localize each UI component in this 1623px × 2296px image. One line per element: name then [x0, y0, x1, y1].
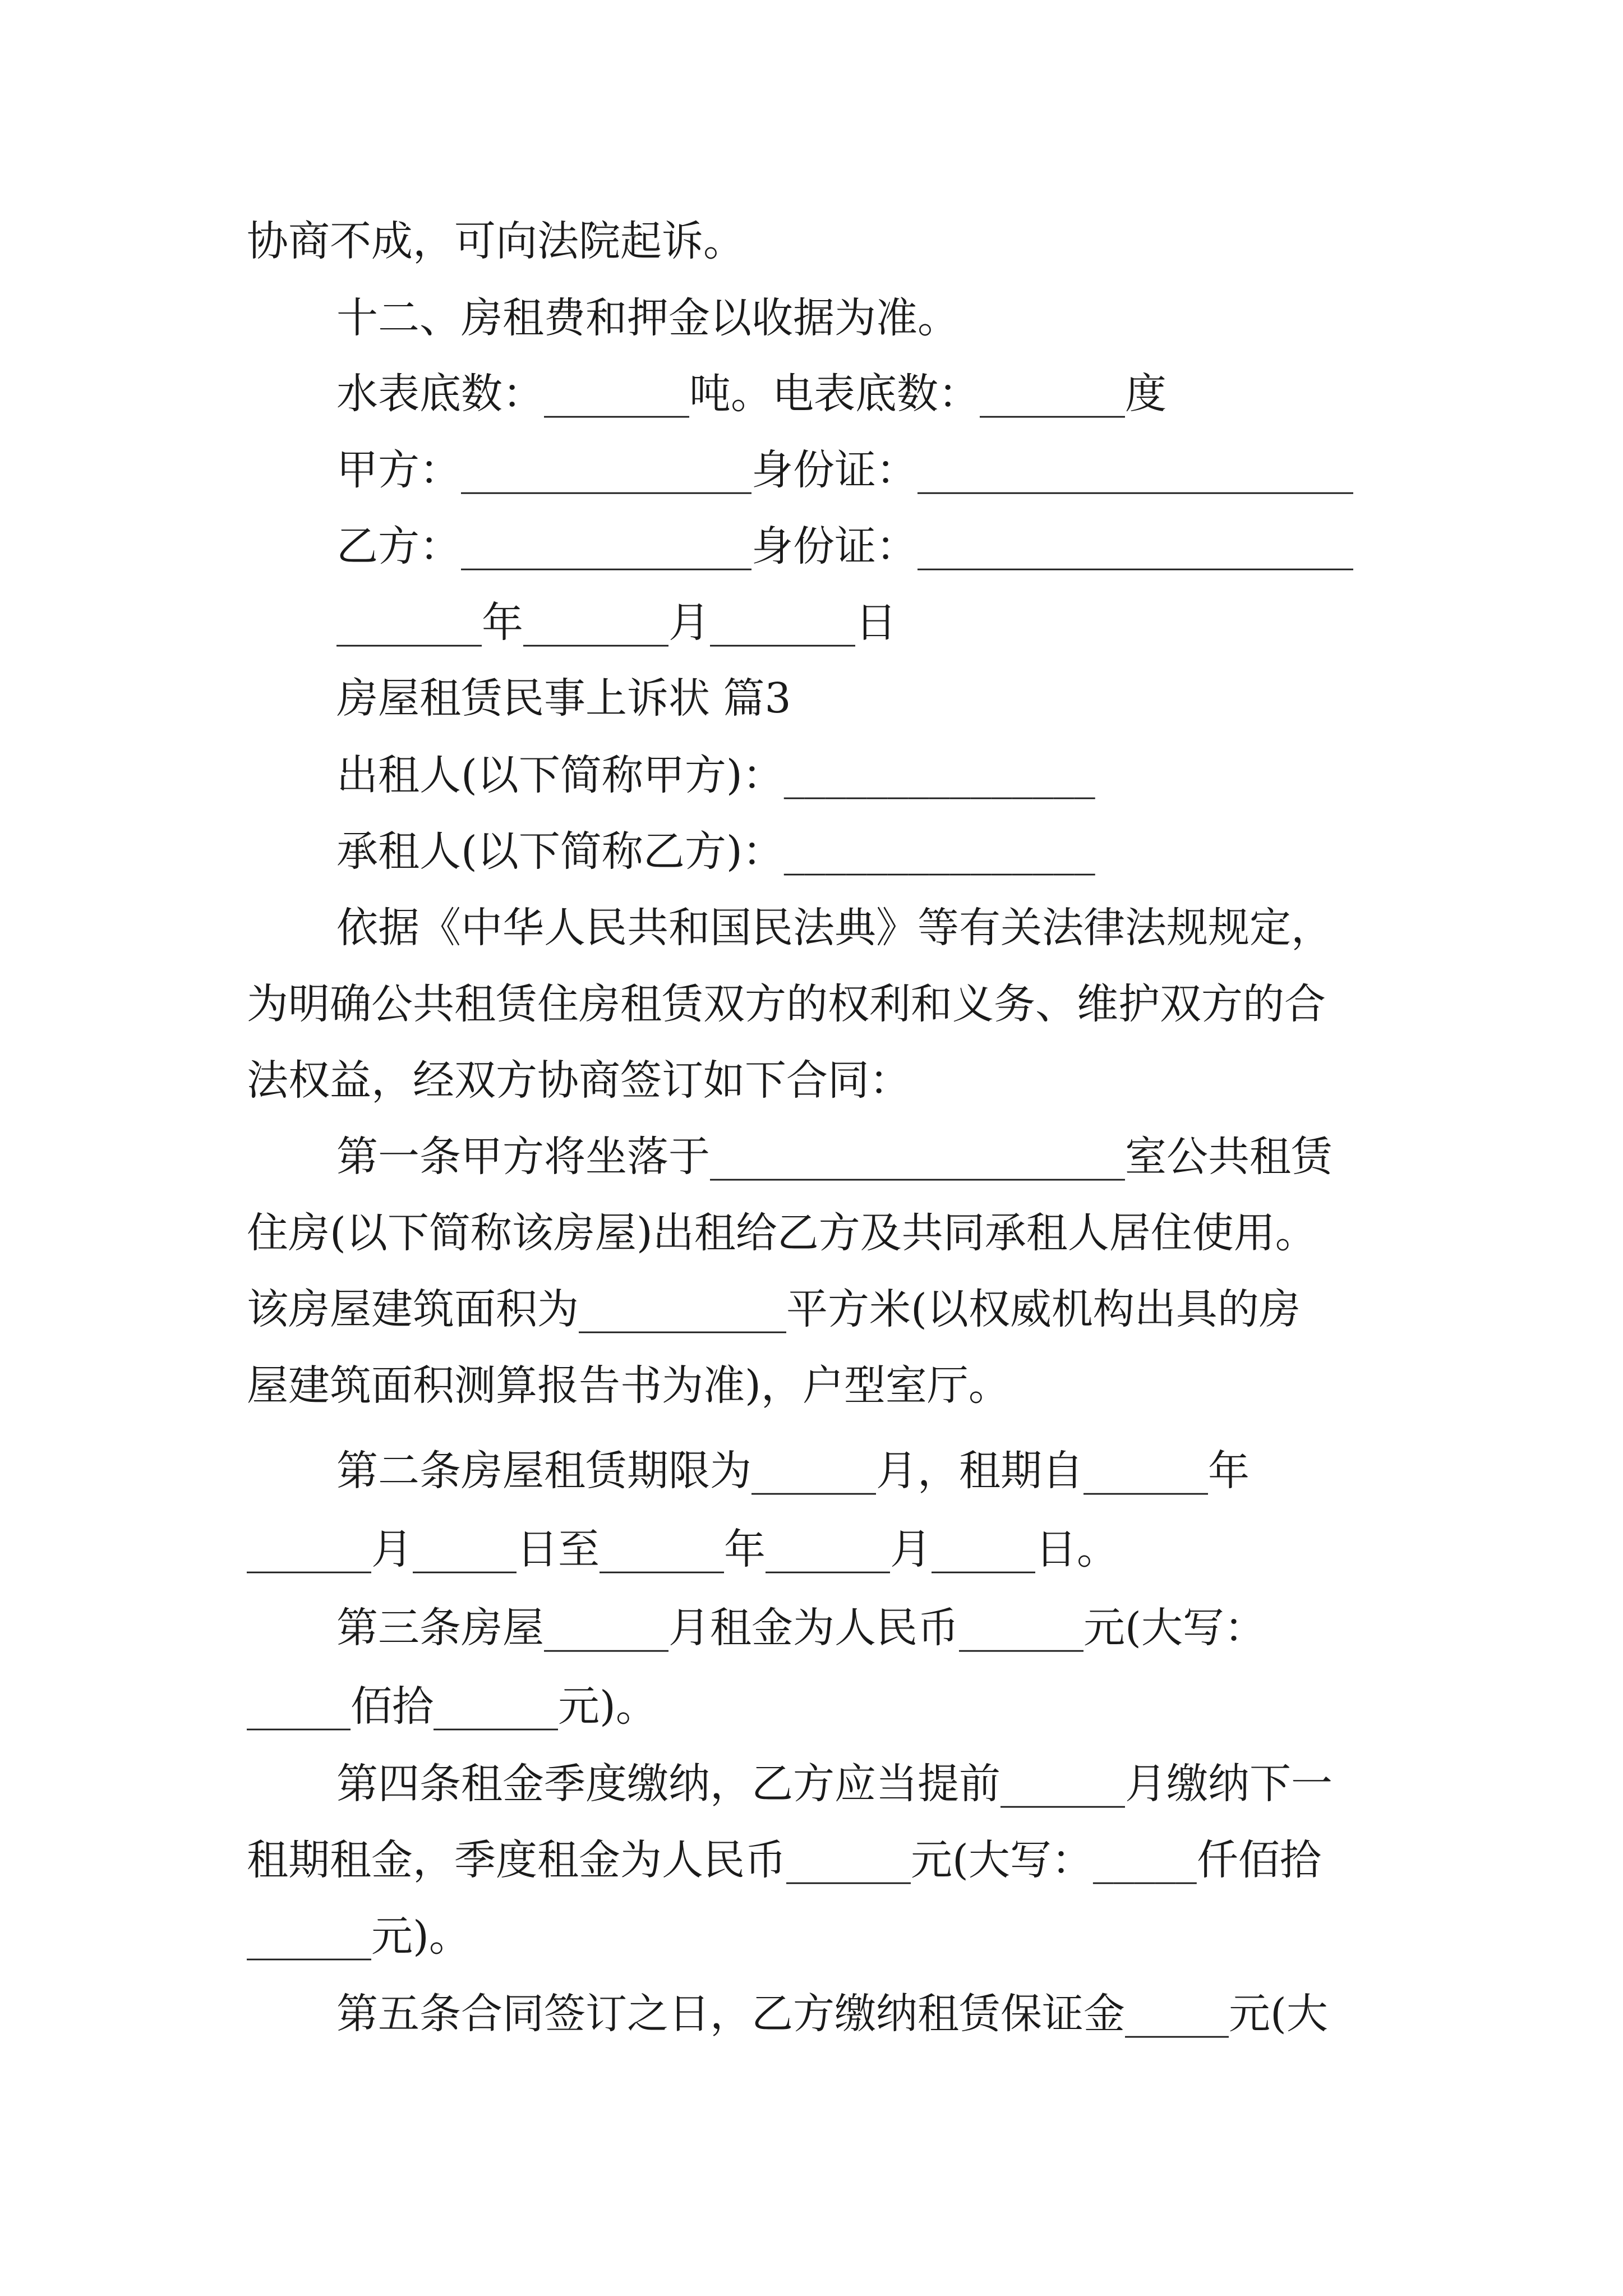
preamble-line: 依据《中华人民共和国民法典》等有关法律法规规定，	[336, 904, 1332, 952]
article-four-line: 第四条租金季度缴纳，乙方应当提前______月缴纳下一	[336, 1760, 1332, 1808]
preamble-line: 法权益，经双方协商签订如下合同：	[247, 1056, 911, 1105]
section-heading: 房屋租赁民事上诉状 篇3	[336, 674, 791, 723]
party-a-signature-line: 甲方：______________身份证：_____________________	[336, 446, 1353, 494]
article-three-line: 第三条房屋______月租金为人民币______元(大写：	[336, 1604, 1266, 1652]
article-two-line: 第二条房屋租赁期限为______月，租期自______年	[336, 1447, 1249, 1495]
lessee-line: 承租人(以下简称乙方)：_______________	[336, 827, 1095, 876]
article-one-line: 第一条甲方将坐落于____________________室公共租赁	[336, 1133, 1332, 1181]
article-four-line: ______元)。	[247, 1912, 471, 1961]
paragraph-line: 协商不成，可向法院起诉。	[247, 217, 745, 265]
meter-readings-line: 水表底数：_______吨。电表底数：_______度	[336, 370, 1166, 418]
article-three-line: _____佰拾______元)。	[247, 1682, 657, 1731]
article-four-line: 租期租金，季度租金为人民币______元(大写：_____仟佰拾	[247, 1836, 1321, 1884]
article-five-line: 第五条合同签订之日，乙方缴纳租赁保证金_____元(大	[336, 1990, 1328, 2038]
date-line: _______年_______月_______日	[336, 599, 897, 647]
lessor-line: 出租人(以下简称甲方)：_______________	[336, 751, 1095, 799]
article-one-line: 该房屋建筑面积为__________平方米(以权威机构出具的房	[247, 1285, 1301, 1333]
article-two-line: ______月_____日至______年______月_____日。	[247, 1525, 1118, 1573]
article-one-line: 住房(以下简称该房屋)出租给乙方及共同承租人居住使用。	[247, 1209, 1317, 1257]
clause-twelve: 十二、房租费和押金以收据为准。	[336, 294, 959, 342]
article-one-line: 屋建筑面积测算报告书为准)，户型室厅。	[247, 1361, 1010, 1410]
party-b-signature-line: 乙方：______________身份证：_____________________	[336, 522, 1353, 570]
preamble-line: 为明确公共租赁住房租赁双方的权利和义务、维护双方的合	[247, 980, 1326, 1028]
